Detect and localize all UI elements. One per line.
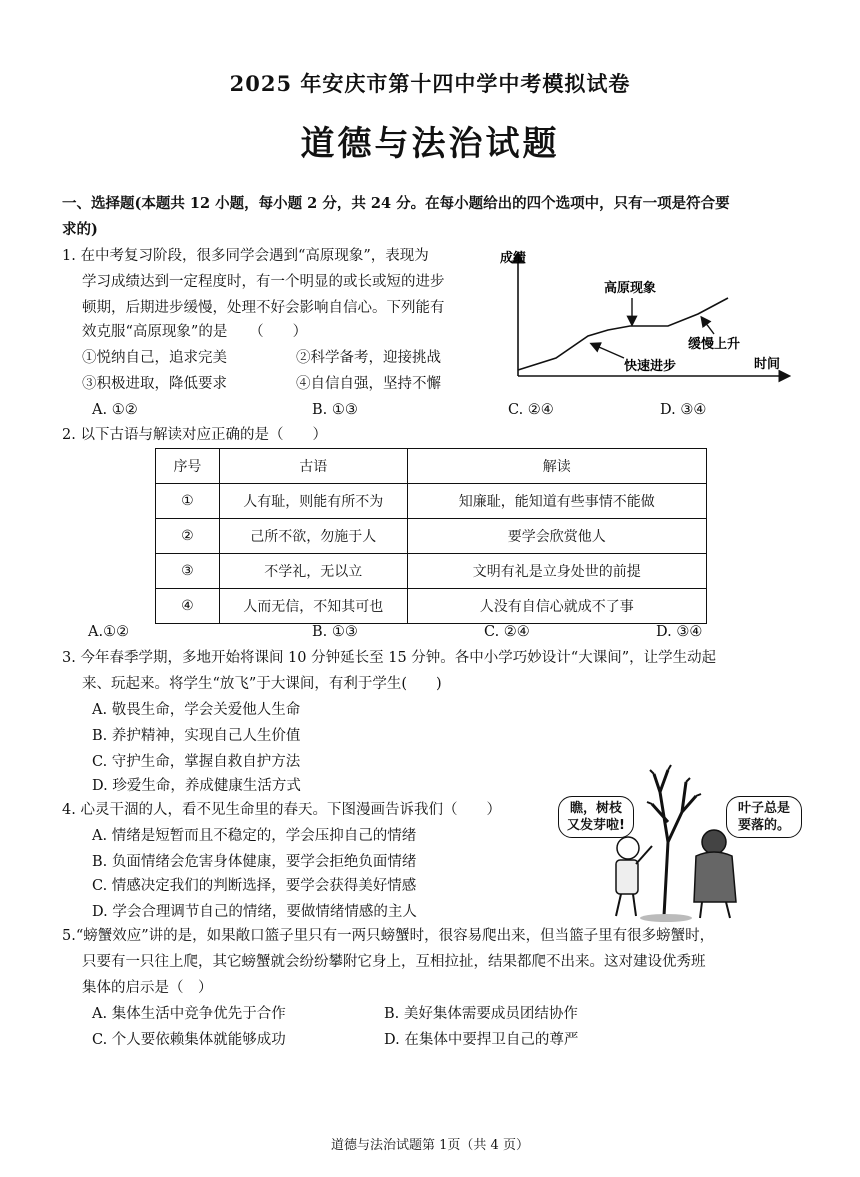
- q3-line-2: 来、玩起来。将学生“放飞”于大课间，有利于学生( ): [82, 676, 442, 692]
- q5-line-2: 只要有一只往上爬，其它螃蟹就会纷纷攀附它身上，互相拉扯，结果都爬不出来。这对建设优秀班: [82, 954, 706, 970]
- table-row: [156, 554, 707, 589]
- q2-stem: 2. 以下古语与解读对应正确的是（ ）: [62, 427, 327, 443]
- q3-option-b[interactable]: B. 养护精神，实现自己人生价值: [92, 728, 301, 744]
- q4-option-c[interactable]: C. 情感决定我们的判断选择，要学会获得美好情感: [92, 878, 417, 894]
- q5-option-b[interactable]: B. 美好集体需要成员团结协作: [384, 1006, 578, 1022]
- q3-option-d[interactable]: D. 珍爱生命，养成健康生活方式: [92, 778, 301, 794]
- bubble-right-line-2: 要落的。: [737, 818, 790, 833]
- section-heading-line1: 一、选择题(本题共 12 小题，每小题 2 分，共 24 分。在每小题给出的四个选项中，只有一项是符合要: [62, 195, 730, 212]
- q4-stem: 4. 心灵干涸的人，看不见生命里的春天。下图漫画告诉我们（ ）: [62, 802, 501, 818]
- cell-index: ③: [156, 554, 220, 589]
- speech-bubble-left: [558, 796, 634, 838]
- q3-line-1: 3. 今年春季学期，多地开始将课间 10 分钟延长至 15 分钟。各中小学巧妙设计“大课间”，让学生动起: [62, 650, 717, 666]
- header-index: 序号: [156, 449, 220, 484]
- q1-statement-1: ①悦纳自己，追求完美: [82, 350, 227, 366]
- progress-curve: [518, 298, 728, 370]
- q1-line-1: 1. 在中考复习阶段，很多同学会遇到“高原现象”，表现为: [62, 248, 429, 264]
- y-axis-label: 成绩: [500, 251, 527, 266]
- q1-option-a[interactable]: A. ①②: [92, 402, 138, 418]
- table-row: [156, 519, 707, 554]
- q1-statement-2: ②科学备考，迎接挑战: [296, 350, 441, 366]
- slow-rise-label: 缓慢上升: [688, 337, 741, 352]
- q5-line-3: 集体的启示是（ ）: [82, 980, 213, 996]
- q5-option-c[interactable]: C. 个人要依赖集体就能够成功: [92, 1032, 286, 1048]
- q1-line-4: 效克服“高原现象”的是 （ ）: [82, 324, 308, 340]
- fast-progress-arrow: [592, 344, 624, 358]
- fast-progress-label: 快速进步: [624, 359, 677, 374]
- cell-saying: 不学礼，无以立: [219, 554, 407, 589]
- header-saying: 古语: [219, 449, 407, 484]
- q5-line-1: 5.“螃蟹效应”讲的是，如果敞口篮子里只有一两只螃蟹时，很容易爬出来，但当篮子里有很多螃蟹时，: [62, 928, 715, 944]
- q2-option-c[interactable]: C. ②④: [484, 624, 530, 640]
- cell-interpretation: 知廉耻，能知道有些事情不能做: [407, 484, 706, 519]
- bubble-left-line-1: 瞧，树枝: [569, 801, 622, 816]
- q5-option-d[interactable]: D. 在集体中要捍卫自己的尊严: [384, 1032, 579, 1048]
- cartoon-illustration: [556, 752, 808, 924]
- exam-title: 2025 年安庆市第十四中学中考模拟试卷: [229, 71, 631, 96]
- cell-index: ④: [156, 589, 220, 624]
- cell-interpretation: 要学会欣赏他人: [407, 519, 706, 554]
- q1-statement-4: ④自信自强，坚持不懈: [296, 376, 441, 392]
- q1-line-3: 顿期，后期进步缓慢，处理不好会影响自信心。下列能有: [82, 300, 445, 316]
- subject-title: 道德与法治试题: [300, 124, 560, 164]
- q4-option-b[interactable]: B. 负面情绪会危害身体健康，要学会拒绝负面情绪: [92, 854, 417, 870]
- cell-saying: 己所不欲，勿施于人: [219, 519, 407, 554]
- q1-line-2: 学习成绩达到一定程度时，有一个明显的或长或短的进步: [82, 274, 445, 290]
- q2-option-a[interactable]: A.①②: [88, 624, 130, 640]
- cell-index: ②: [156, 519, 220, 554]
- page-footer: 道德与法治试题第 1页（共 4 页）: [331, 1138, 529, 1153]
- table-row: [156, 589, 707, 624]
- cell-interpretation: 人没有自信心就成不了事: [407, 589, 706, 624]
- q4-option-a[interactable]: A. 情绪是短暂而且不稳定的，学会压抑自己的情绪: [92, 828, 417, 844]
- x-axis-label: 时间: [754, 357, 781, 372]
- q2-option-b[interactable]: B. ①③: [312, 624, 358, 640]
- q1-statement-3: ③积极进取，降低要求: [82, 376, 227, 392]
- q2-table: [155, 448, 707, 624]
- table-row: [156, 484, 707, 519]
- q1-option-d[interactable]: D. ③④: [660, 402, 707, 418]
- slow-rise-arrow: [702, 318, 714, 334]
- table-header-row: [156, 449, 707, 484]
- section-heading-line2: 求的): [62, 221, 98, 238]
- q3-option-c[interactable]: C. 守护生命，掌握自救自护方法: [92, 754, 301, 770]
- header-interpretation: 解读: [407, 449, 706, 484]
- bubble-right-line-1: 叶子总是: [737, 801, 790, 816]
- cell-saying: 人而无信，不知其可也: [219, 589, 407, 624]
- q4-option-d[interactable]: D. 学会合理调节自己的情绪，要做情绪情感的主人: [92, 904, 417, 920]
- plateau-label: 高原现象: [604, 281, 657, 296]
- cartoon-drawing: [556, 752, 808, 924]
- cell-saying: 人有耻，则能有所不为: [219, 484, 407, 519]
- q1-option-c[interactable]: C. ②④: [508, 402, 554, 418]
- q5-option-a[interactable]: A. 集体生活中竞争优先于合作: [92, 1006, 286, 1022]
- speech-bubble-right: [726, 796, 802, 838]
- bubble-left-line-2: 又发芽啦!: [567, 818, 625, 833]
- q1-option-b[interactable]: B. ①③: [312, 402, 358, 418]
- cell-index: ①: [156, 484, 220, 519]
- cell-interpretation: 文明有礼是立身处世的前提: [407, 554, 706, 589]
- plateau-diagram: [496, 244, 798, 384]
- q2-option-d[interactable]: D. ③④: [656, 624, 703, 640]
- q3-option-a[interactable]: A. 敬畏生命，学会关爱他人生命: [92, 702, 301, 718]
